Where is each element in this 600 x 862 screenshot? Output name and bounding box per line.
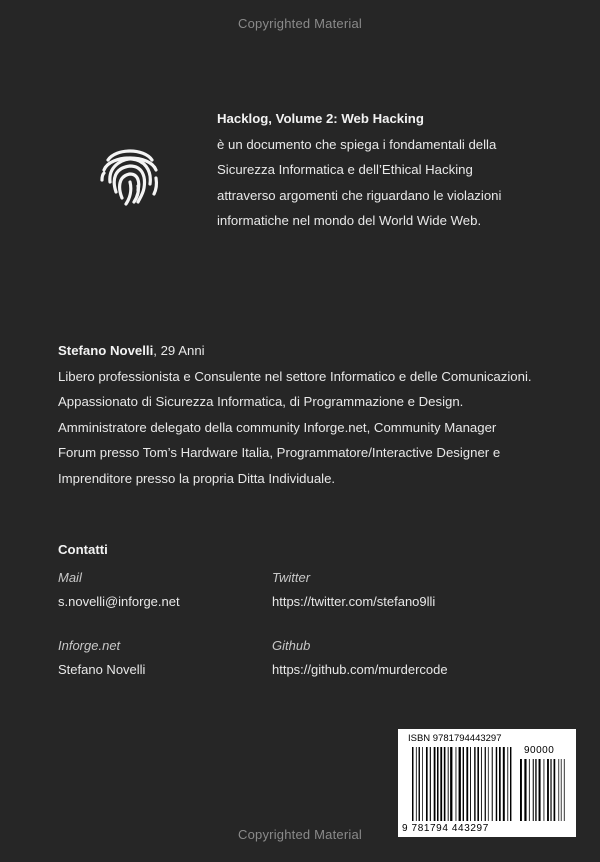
bio-line: Imprenditore presso la propria Ditta Individuale. — [58, 470, 336, 486]
isbn-barcode — [398, 729, 576, 837]
isbn-label: ISBN 9781794443297 — [408, 733, 502, 744]
contact-value: Stefano Novelli — [58, 662, 146, 677]
contact-mail — [58, 570, 180, 609]
contact-label: Github — [272, 638, 311, 653]
contact-github — [272, 638, 448, 677]
watermark-top: Copyrighted Material — [238, 16, 362, 31]
contact-label: Mail — [58, 570, 82, 585]
author-bio — [58, 338, 558, 491]
description-line: attraverso argomenti che riguardano le violazioni — [217, 187, 502, 203]
author-name: Stefano Novelli — [58, 343, 154, 358]
barcode-bars — [412, 747, 512, 821]
fingerprint-icon — [96, 140, 164, 208]
bio-line: Amministratore delegato della community Inforge.net, Community Manager — [58, 419, 497, 435]
contacts-title: Contatti — [58, 542, 108, 557]
bio-line: Libero professionista e Consulente nel settore Informatico e delle Comunicazioni. — [58, 368, 532, 384]
author-heading — [58, 338, 558, 364]
author-age: , 29 Anni — [153, 343, 205, 358]
description-line: informatiche nel mondo del World Wide Web. — [217, 213, 482, 228]
bio-line: Forum presso Tom’s Hardware Italia, Programmatore/Interactive Designer e — [58, 445, 501, 460]
contact-twitter — [272, 570, 435, 609]
contact-inforge — [58, 638, 145, 677]
contact-value: s.novelli@inforge.net — [58, 594, 180, 609]
contact-value: https://github.com/murdercode — [272, 662, 448, 677]
barcode-addon-bars — [520, 759, 565, 821]
contact-label: Inforge.net — [58, 638, 121, 653]
watermark-bottom: Copyrighted Material — [238, 827, 362, 842]
bio-line: Appassionato di Sicurezza Informatica, di Programmazione e Design. — [58, 394, 464, 409]
contact-value: https://twitter.com/stefano9lli — [272, 594, 436, 609]
book-title: Hacklog, Volume 2: Web Hacking — [217, 111, 424, 126]
description-line: è un documento che spiega i fondamentali della — [217, 136, 497, 152]
barcode-addon-digits: 90000 — [524, 745, 555, 756]
contact-label: Twitter — [272, 570, 311, 585]
barcode-digits: 9 781794 443297 — [402, 823, 489, 834]
description-line: Sicurezza Informatica e dell’Ethical Hacking — [217, 162, 473, 177]
book-description — [217, 106, 577, 234]
